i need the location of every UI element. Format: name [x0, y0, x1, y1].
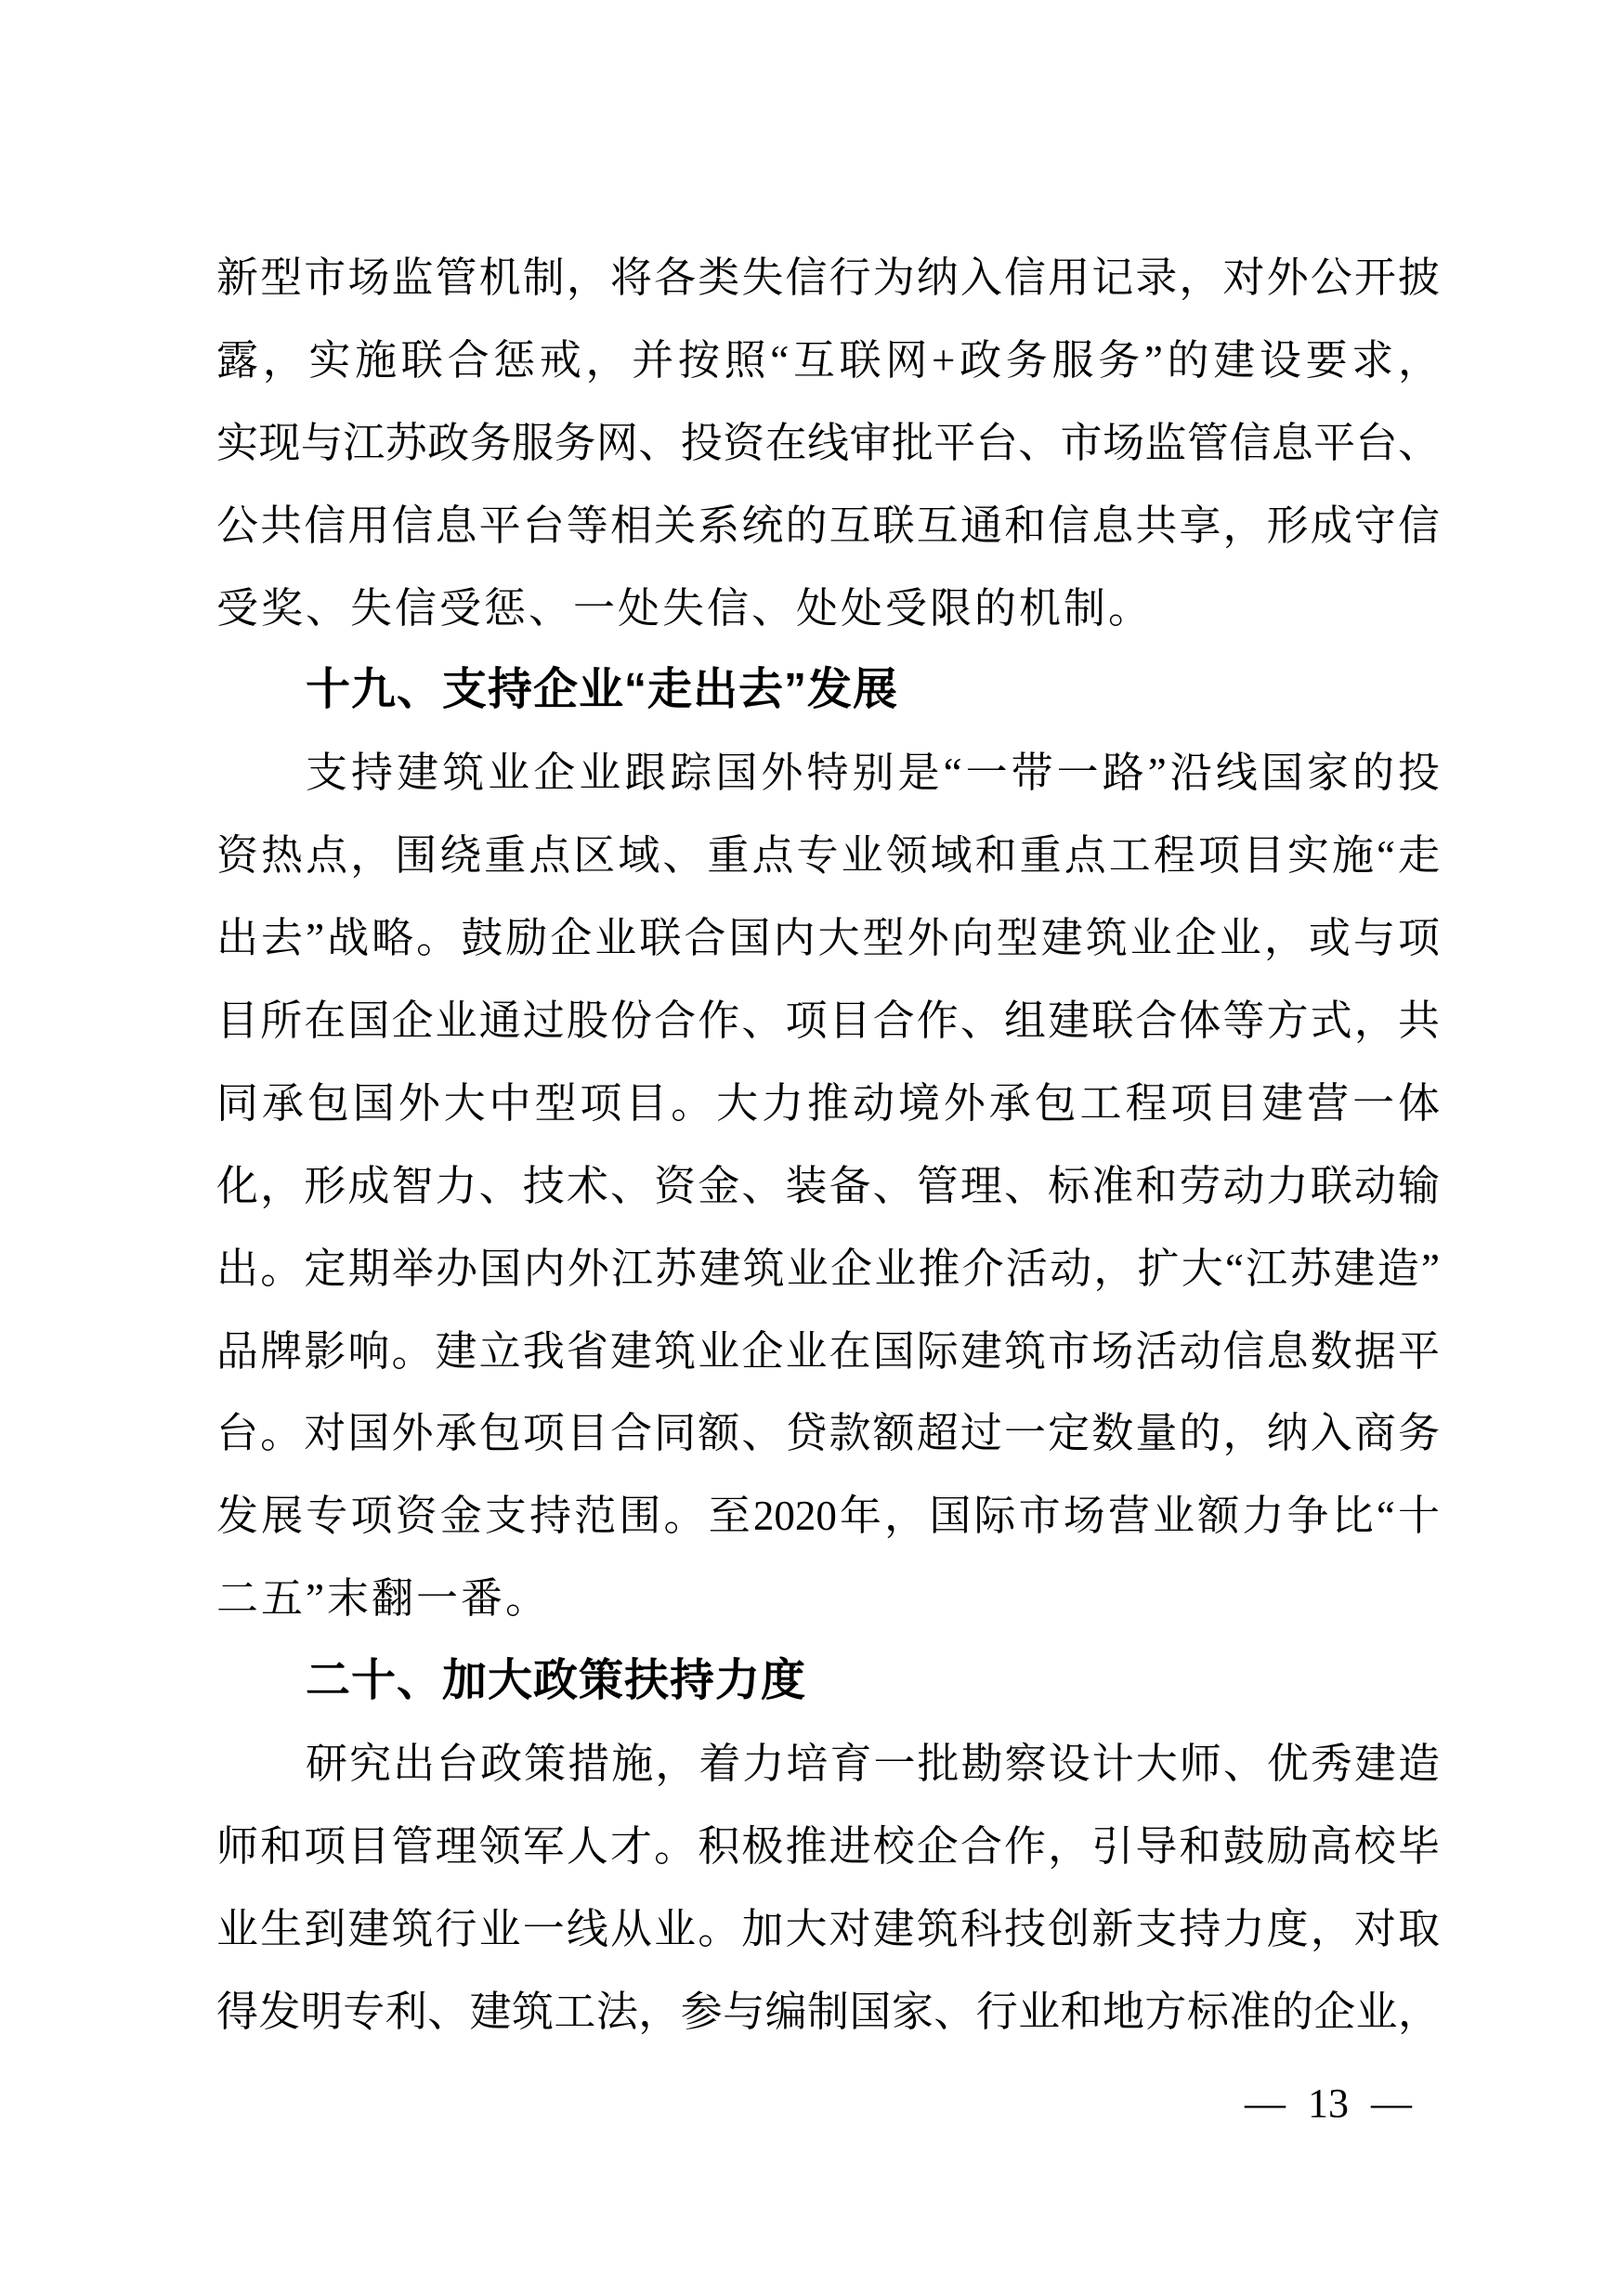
- footer-dash-left: —: [1245, 2080, 1286, 2126]
- text-line: 公共信用信息平台等相关系统的互联互通和信息共享，形成守信: [216, 502, 1440, 549]
- text-line: 师和项目管理领军人才。积极推进校企合作，引导和鼓励高校毕: [216, 1822, 1440, 1870]
- text-line: 实现与江苏政务服务网、投资在线审批平台、市场监管信息平台、: [216, 419, 1440, 466]
- text-line: 研究出台政策措施，着力培育一批勘察设计大师、优秀建造: [306, 1741, 1440, 1788]
- text-line: 目所在国企业通过股份合作、项目合作、组建联合体等方式，共: [216, 998, 1440, 1045]
- text-line: 台。对国外承包项目合同额、贷款额超过一定数量的，纳入商务: [216, 1410, 1440, 1457]
- text-line: 受奖、失信受惩、一处失信、处处受限的机制。: [216, 584, 1154, 632]
- text-line: 支持建筑业企业跟踪国外特别是“一带一路”沿线国家的投: [306, 750, 1440, 797]
- text-line: 新型市场监管机制，将各类失信行为纳入信用记录，对外公开披: [216, 254, 1440, 301]
- document-text-block: [216, 237, 1440, 2054]
- text-line: 品牌影响。建立我省建筑业企业在国际建筑市场活动信息数据平: [216, 1327, 1440, 1375]
- footer-dash-right: —: [1371, 2080, 1412, 2126]
- text-line: 出去”战略。鼓励企业联合国内大型外向型建筑业企业，或与项: [216, 915, 1440, 962]
- text-line: 发展专项资金支持范围。至2020年，国际市场营业额力争比“十: [216, 1493, 1440, 1540]
- text-line: 露，实施联合惩戒，并按照“互联网+政务服务”的建设要求，: [216, 336, 1440, 384]
- section-heading-20: 二十、加大政策扶持力度: [306, 1656, 807, 1706]
- text-line: 二五”末翻一番。: [216, 1575, 550, 1623]
- page-number: 13: [1308, 2080, 1349, 2126]
- text-line: 化，形成智力、技术、资金、装备、管理、标准和劳动力联动输: [216, 1162, 1440, 1209]
- page-footer: [1245, 2079, 1412, 2127]
- text-line: 业生到建筑行业一线从业。加大对建筑科技创新支持力度，对取: [216, 1905, 1440, 1952]
- text-line: 得发明专利、建筑工法，参与编制国家、行业和地方标准的企业，: [216, 1988, 1440, 2035]
- text-line: 同承包国外大中型项目。大力推动境外承包工程项目建营一体: [216, 1079, 1440, 1127]
- text-line: 资热点，围绕重点区域、重点专业领域和重点工程项目实施“走: [216, 832, 1440, 880]
- section-heading-19: 十九、支持企业“走出去”发展: [306, 665, 899, 715]
- text-line: 出。定期举办国内外江苏建筑业企业推介活动，扩大“江苏建造”: [216, 1245, 1440, 1292]
